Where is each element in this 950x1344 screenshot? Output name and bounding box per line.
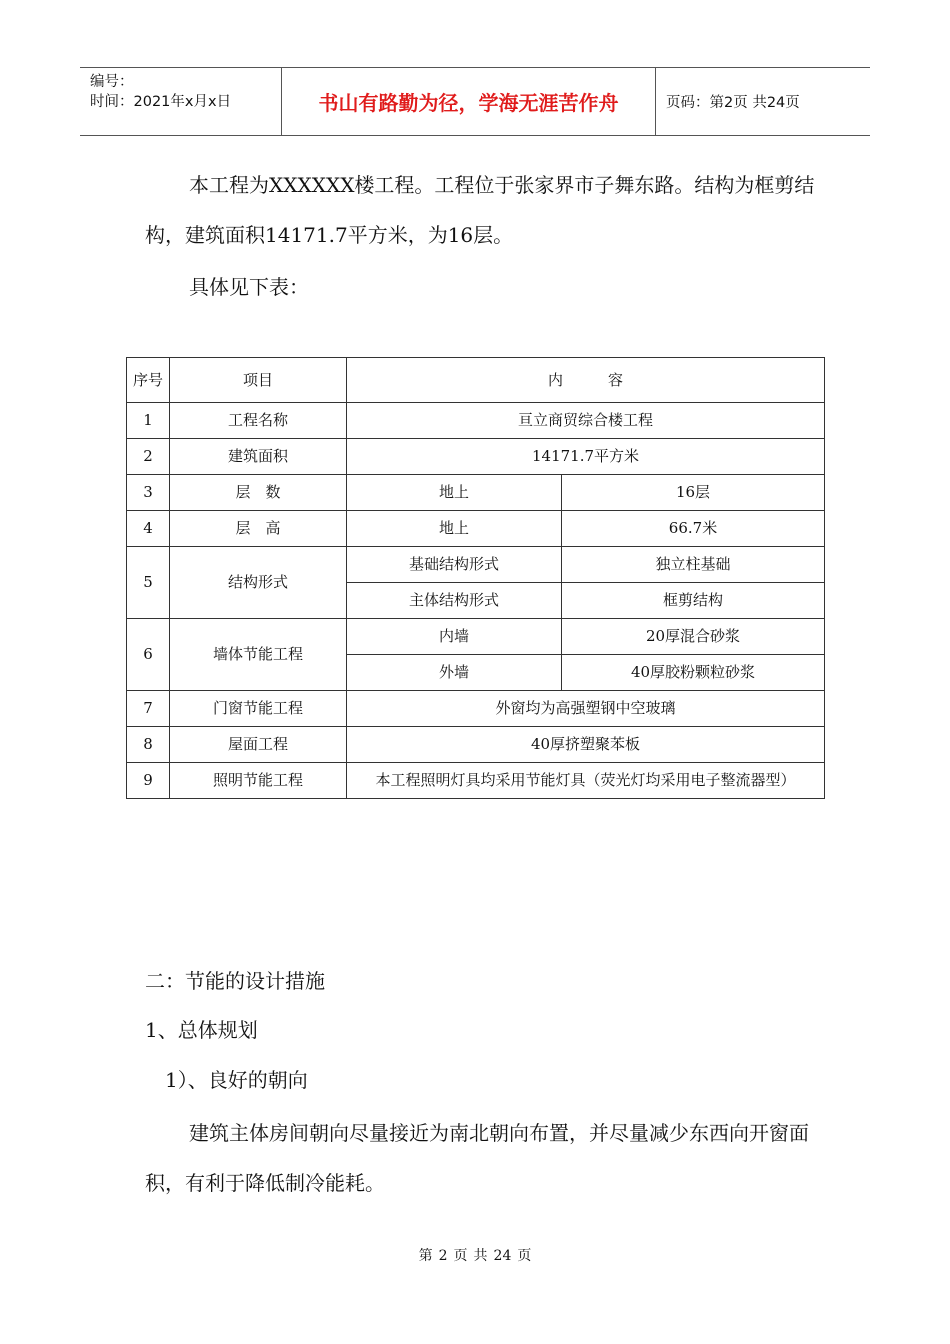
cell-content: 40厚挤塑聚苯板	[347, 727, 825, 763]
header-content: 内 容	[347, 358, 825, 403]
subsection-heading: 1、总体规划	[145, 1018, 258, 1042]
footer-text: 第	[418, 1248, 433, 1264]
cell-sub: 地上	[347, 475, 562, 511]
cell-item: 墙体节能工程	[170, 619, 347, 691]
cell-value: 16层	[562, 475, 825, 511]
cell-item: 层 高	[170, 511, 347, 547]
intro-table-lead: 具体见下表：	[189, 275, 309, 299]
section-heading: 二：节能的设计措施	[145, 969, 325, 993]
cell-item: 结构形式	[170, 547, 347, 619]
cell-content: 亘立商贸综合楼工程	[347, 403, 825, 439]
cell-value: 40厚胶粉颗粒砂浆	[562, 655, 825, 691]
page-header	[80, 67, 870, 136]
cell-sub: 外墙	[347, 655, 562, 691]
document-time-label: 时间：2021年x月x日	[90, 94, 232, 110]
cell-sub: 内墙	[347, 619, 562, 655]
document-number-label: 编号：	[90, 74, 134, 90]
table-row	[127, 547, 825, 583]
cell-item: 层 数	[170, 475, 347, 511]
header-seq: 序号	[127, 358, 170, 403]
cell-value: 独立柱基础	[562, 547, 825, 583]
cell-seq: 5	[127, 547, 170, 619]
cell-seq: 8	[127, 727, 170, 763]
cell-item: 屋面工程	[170, 727, 347, 763]
table-header-row	[127, 358, 825, 403]
cell-content: 本工程照明灯具均采用节能灯具（荧光灯均采用电子整流器型）	[347, 763, 825, 799]
cell-sub: 主体结构形式	[347, 583, 562, 619]
cell-sub: 地上	[347, 511, 562, 547]
header-meta	[80, 68, 282, 135]
cell-seq: 7	[127, 691, 170, 727]
table-row	[127, 511, 825, 547]
cell-seq: 3	[127, 475, 170, 511]
cell-item: 照明节能工程	[170, 763, 347, 799]
cell-seq: 9	[127, 763, 170, 799]
cell-item: 建筑面积	[170, 439, 347, 475]
header-motto: 书山有路勤为径，学海无涯苦作舟	[282, 68, 656, 135]
table-row	[127, 439, 825, 475]
page-footer	[0, 1245, 950, 1265]
cell-item: 工程名称	[170, 403, 347, 439]
header-item: 项目	[170, 358, 347, 403]
table-row	[127, 619, 825, 655]
project-info-table	[126, 357, 825, 799]
table-row	[127, 727, 825, 763]
footer-text: 共	[473, 1248, 488, 1264]
intro-paragraph: 本工程为XXXXXX楼工程。工程位于张家界市子舞东路。结构为框剪结构，建筑面积14171.7平方米，为16层。	[145, 173, 815, 247]
cell-value: 20厚混合砂浆	[562, 619, 825, 655]
cell-value: 框剪结构	[562, 583, 825, 619]
footer-current-page: 2	[438, 1248, 448, 1264]
header-page-number: 页码：第2页 共24页	[666, 95, 800, 111]
cell-seq: 6	[127, 619, 170, 691]
sub-subsection-heading: 1）、良好的朝向	[165, 1068, 308, 1092]
body-paragraph: 建筑主体房间朝向尽量接近为南北朝向布置，并尽量减少东西向开窗面积，有利于降低制冷能耗。	[145, 1121, 809, 1195]
cell-seq: 4	[127, 511, 170, 547]
table-row	[127, 403, 825, 439]
cell-seq: 1	[127, 403, 170, 439]
table-row	[127, 691, 825, 727]
cell-value: 66.7米	[562, 511, 825, 547]
table-row	[127, 475, 825, 511]
cell-content: 14171.7平方米	[347, 439, 825, 475]
cell-content: 外窗均为高强塑钢中空玻璃	[347, 691, 825, 727]
cell-sub: 基础结构形式	[347, 547, 562, 583]
cell-seq: 2	[127, 439, 170, 475]
footer-text: 页	[453, 1248, 468, 1264]
table-row	[127, 763, 825, 799]
cell-item: 门窗节能工程	[170, 691, 347, 727]
footer-text: 页	[517, 1248, 532, 1264]
footer-total-pages: 24	[493, 1248, 512, 1264]
